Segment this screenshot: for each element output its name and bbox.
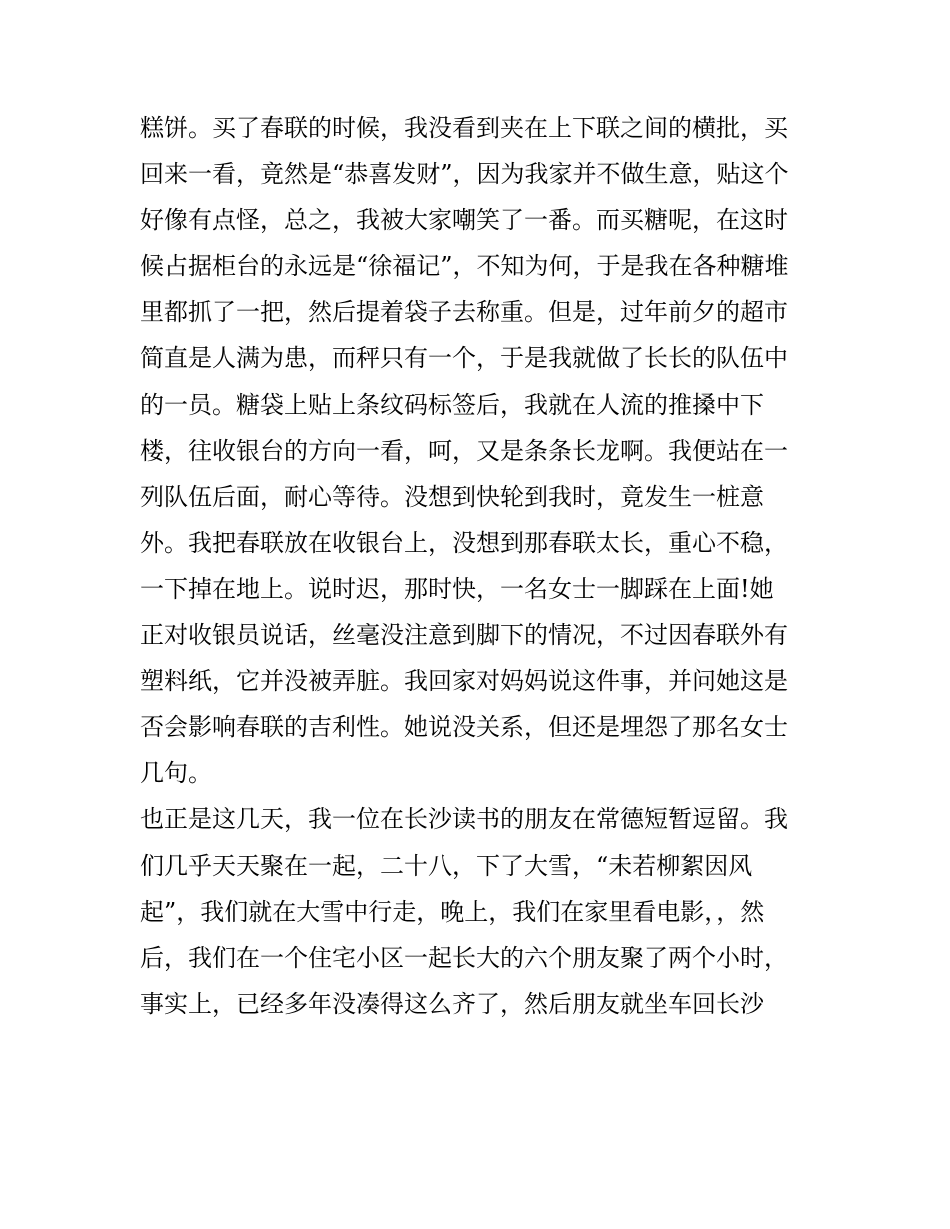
text-line: 几句。	[140, 759, 212, 788]
text-line: 简直是人满为患，而秤只有一个，于是我就做了长长的队伍中	[140, 344, 788, 373]
text-line: 列队伍后面，耐心等待。没想到快轮到我时，竟发生一桩意	[140, 482, 764, 511]
text-line: 楼，往收银台的方向一看，呵，又是条条长龙啊。我便站在一	[140, 436, 788, 465]
text-line: 里都抓了一把，然后提着袋子去称重。但是，过年前夕的超市	[140, 298, 788, 327]
text-line: 正对收银员说话，丝毫没注意到脚下的情况，不过因春联外有	[140, 621, 788, 650]
text-line: 起”，我们就在大雪中行走，晚上，我们在家里看电影，，然	[140, 897, 765, 926]
text-line: 外。我把春联放在收银台上，没想到那春联太长，重心不稳，	[140, 528, 788, 557]
text-line: 的一员。糖袋上贴上条纹码标签后，我就在人流的推搡中下	[140, 390, 764, 419]
text-line: 候占据柜台的永远是“徐福记”，不知为何，于是我在各种糖堆	[140, 252, 789, 281]
text-line: 后，我们在一个住宅小区一起长大的六个朋友聚了两个小时，	[140, 943, 788, 972]
text-line: 事实上，已经多年没凑得这么齐了，然后朋友就坐车回长沙	[140, 989, 764, 1018]
text-line: 否会影响春联的吉利性。她说没关系，但还是埋怨了那名女士	[140, 713, 788, 742]
text-line: 一下掉在地上。说时迟，那时快，一名女士一脚踩在上面!她	[140, 574, 774, 603]
text-line: 糕饼。买了春联的时候，我没看到夹在上下联之间的横批，买	[140, 114, 788, 142]
text-line: 们几乎天天聚在一起，二十八，下了大雪，“未若柳絮因风	[140, 851, 753, 880]
text-line: 也正是这几天，我一位在长沙读书的朋友在常德短暂逗留。我	[140, 805, 788, 834]
text-line: 好像有点怪，总之，我被大家嘲笑了一番。而买糖呢，在这时	[140, 206, 788, 235]
body-text	[140, 105, 820, 1027]
text-line: 回来一看，竟然是“恭喜发财”，因为我家并不做生意，贴这个	[140, 160, 789, 189]
text-line: 塑料纸，它并没被弄脏。我回家对妈妈说这件事，并问她这是	[140, 667, 788, 696]
